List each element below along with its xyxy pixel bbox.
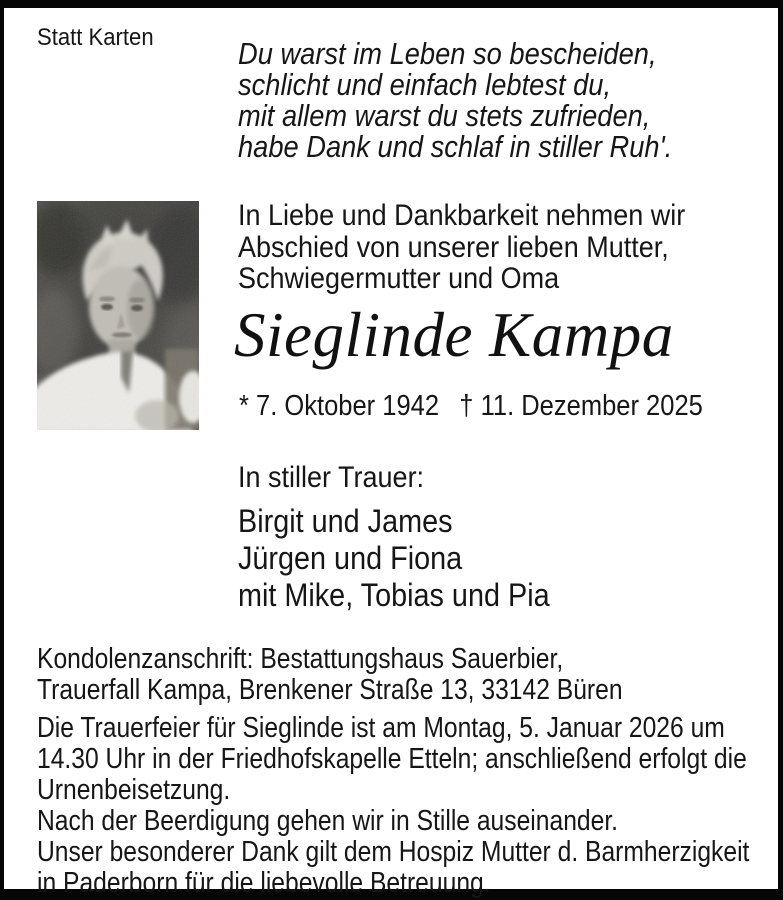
life-dates <box>239 390 703 422</box>
death-date: † 11. Dezember 2025 <box>459 390 703 422</box>
poem-line: Du warst im Leben so bescheiden, <box>238 36 657 71</box>
portrait-photo-image <box>37 201 199 430</box>
intro-line: Schwiegermutter und Oma <box>238 262 560 295</box>
portrait-photo <box>37 201 199 430</box>
intro-line: In Liebe und Dankbarkeit nehmen wir <box>238 199 686 232</box>
mourner-line: Jürgen und Fiona <box>238 540 463 576</box>
photo-grain-overlay <box>37 201 199 430</box>
memorial-poem <box>238 38 672 162</box>
intro-text <box>238 200 685 295</box>
deceased-name: Sieglinde Kampa <box>234 300 674 370</box>
mourner-line: Birgit und James <box>238 503 453 539</box>
condolence-line: Kondolenzanschrift: Bestattungshaus Sauerbier, <box>37 643 564 675</box>
thanks-line: Unser besonderer Dank gilt dem Hospiz Mutter d. Barmherzigkeit <box>37 836 750 868</box>
mourners-list <box>238 503 550 614</box>
poem-line: mit allem warst du stets zufrieden, <box>238 98 651 133</box>
mourning-heading: In stiller Trauer: <box>238 461 425 494</box>
farewell-note: Nach der Beerdigung gehen wir in Stille auseinander. <box>37 805 619 837</box>
statt-karten-label: Statt Karten <box>37 24 154 51</box>
intro-line: Abschied von unserer lieben Mutter, <box>238 230 669 264</box>
funeral-service-info <box>37 713 749 806</box>
condolence-address <box>37 644 749 706</box>
birth-date: * 7. Oktober 1942 <box>239 390 440 422</box>
poem-line: schlicht und einfach lebtest du, <box>238 67 612 102</box>
poem-line: habe Dank und schlaf in stiller Ruh'. <box>238 129 673 164</box>
service-line: Die Trauerfeier für Sieglinde ist am Montag, 5. Januar 2026 um <box>37 712 725 744</box>
thanks-note <box>37 837 749 899</box>
mourner-line: mit Mike, Tobias und Pia <box>238 577 550 613</box>
service-line: 14.30 Uhr in der Friedhofskapelle Etteln; anschließend erfolgt die <box>37 743 747 775</box>
service-line: Urnenbeisetzung. <box>37 774 231 806</box>
details-section <box>37 644 749 899</box>
thanks-line: in Paderborn für die liebevolle Betreuung. <box>37 867 491 899</box>
condolence-line: Trauerfall Kampa, Brenkener Straße 13, 33142 Büren <box>37 674 623 706</box>
